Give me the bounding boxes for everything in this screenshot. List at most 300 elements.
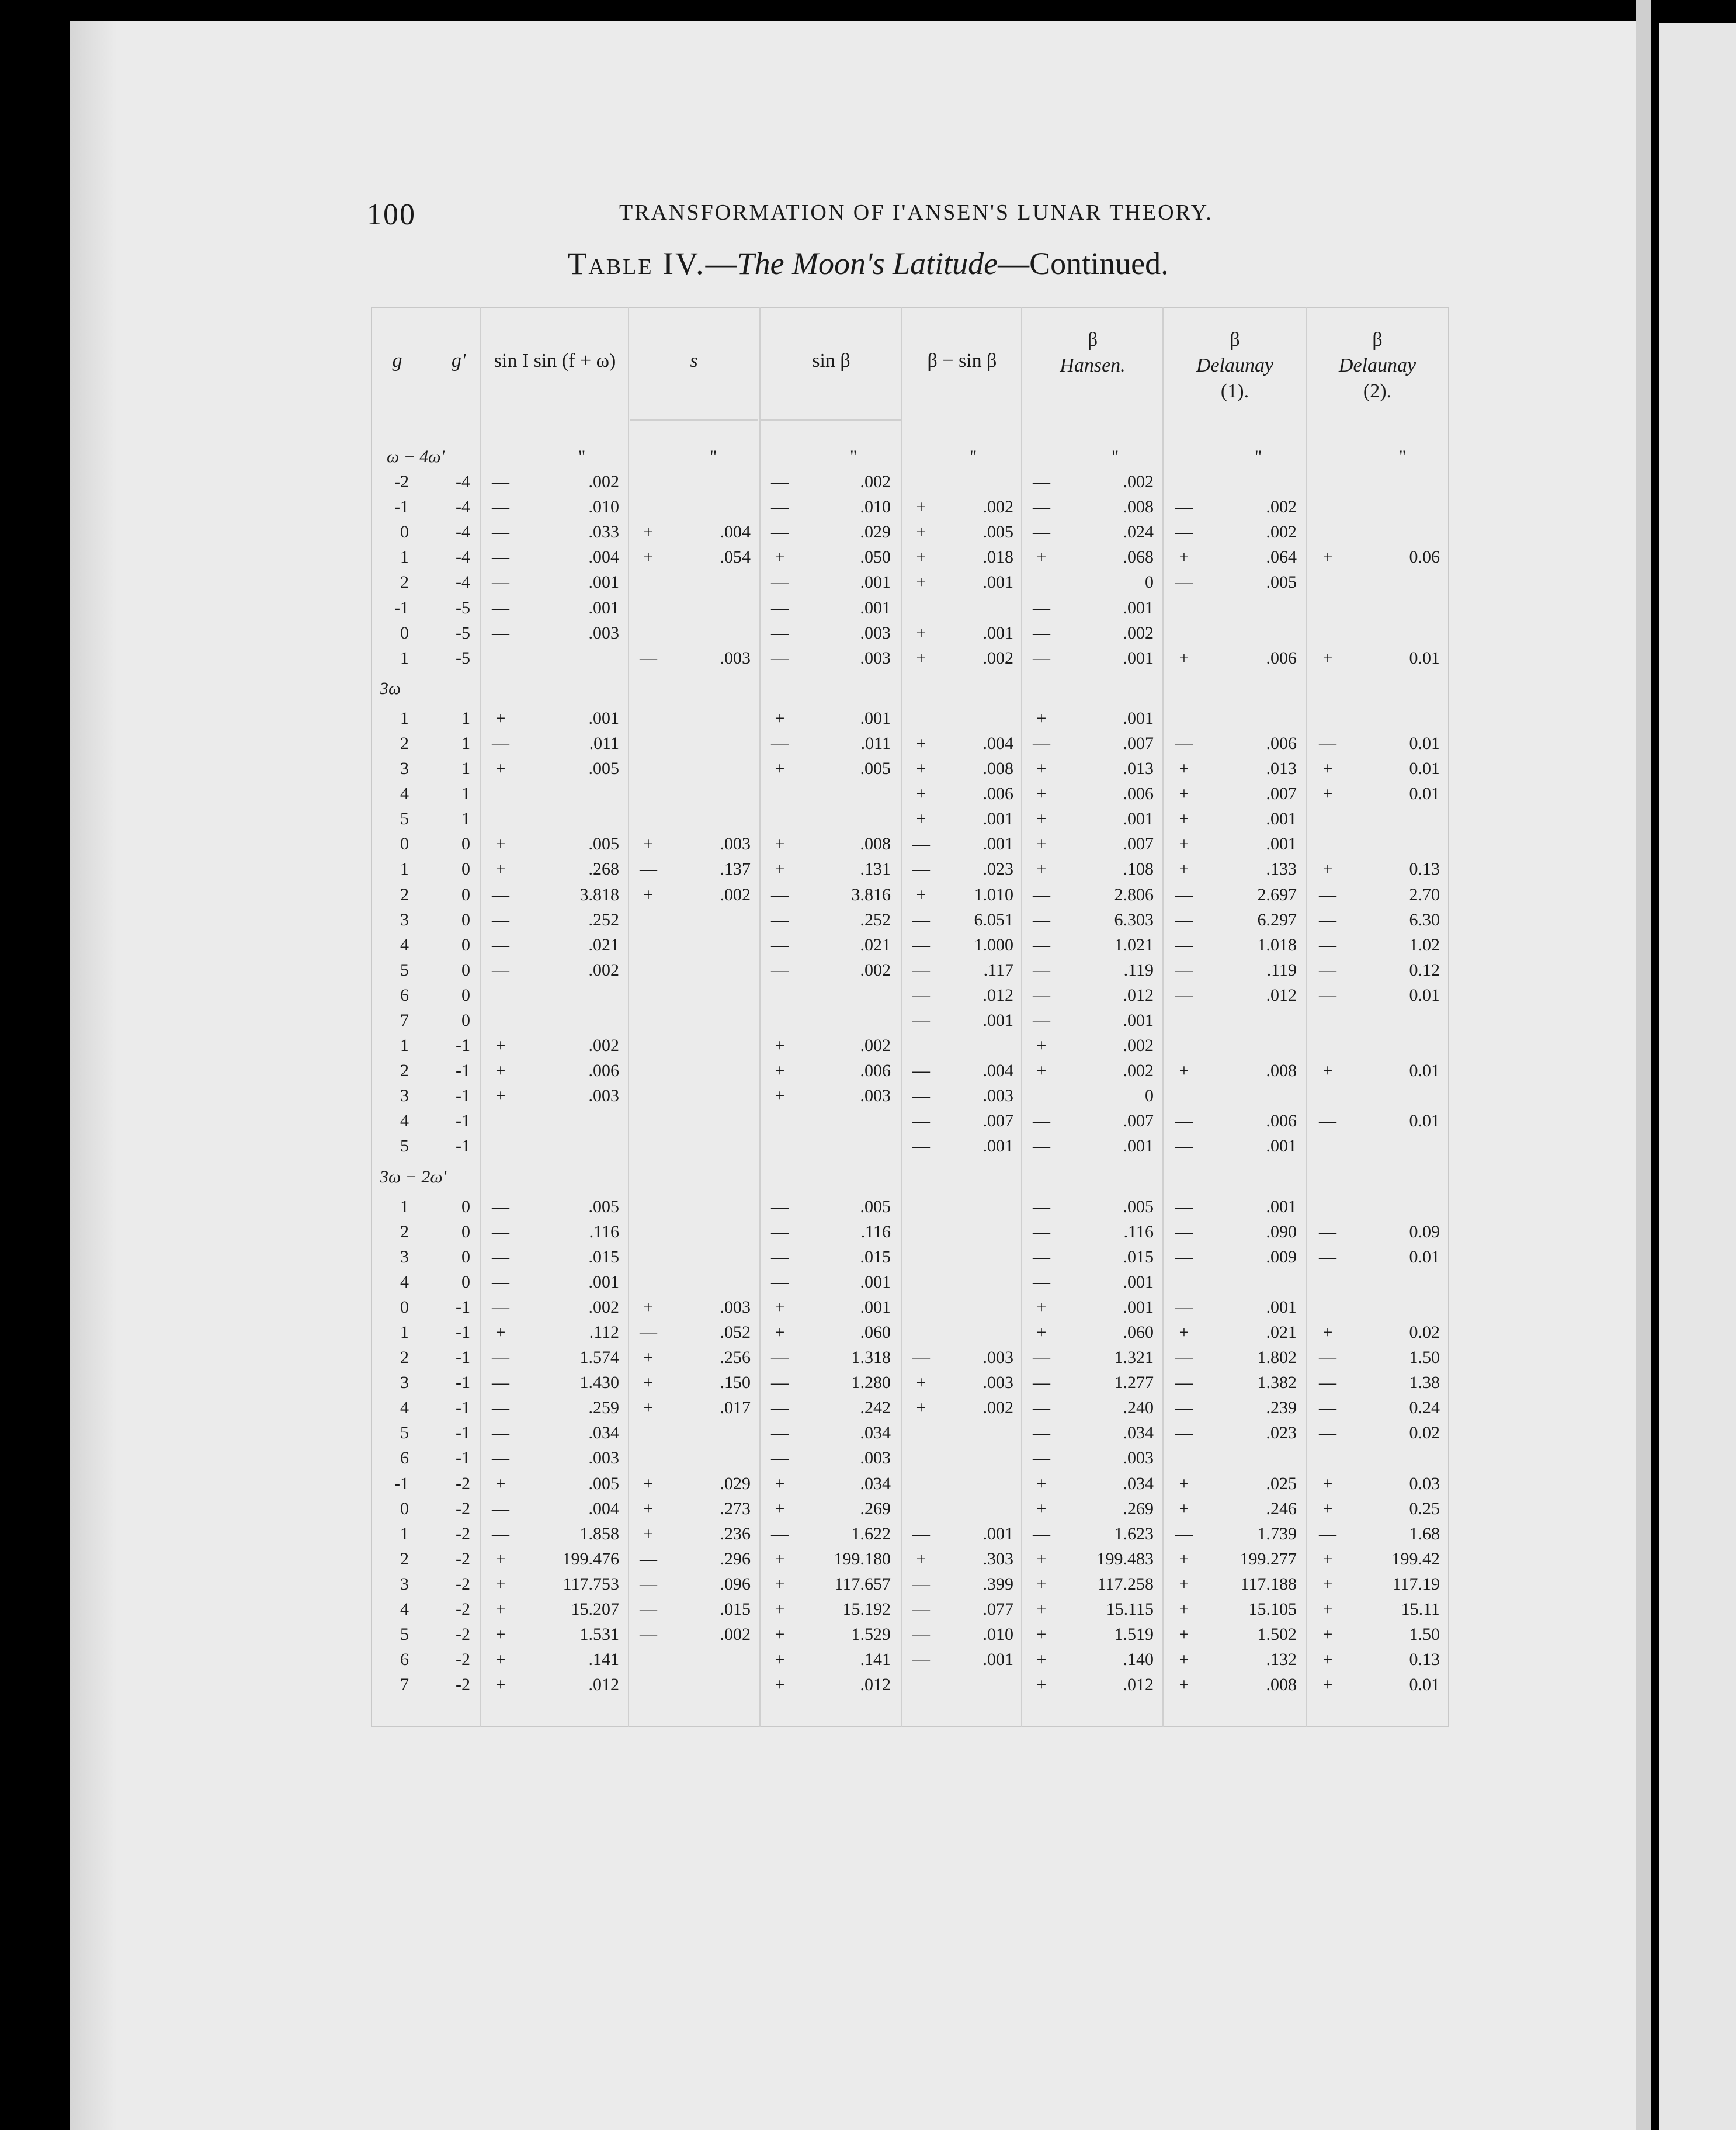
cell-g: 3	[400, 910, 409, 929]
cell-delaunay2-sign: —	[1319, 910, 1336, 929]
cell-delaunay1-value: .025	[1266, 1473, 1297, 1493]
table-row	[0, 1546, 1736, 1572]
cell-bms-value: .002	[982, 497, 1013, 517]
cell-sinb-sign: —	[771, 648, 789, 668]
cell-s-sign: +	[643, 1297, 654, 1317]
cell-sinb-value: .005	[860, 1196, 891, 1216]
cell-delaunay2-sign: +	[1322, 1625, 1333, 1645]
cell-hansen-sign: +	[1036, 759, 1047, 779]
cell-sinb-value: 1.529	[851, 1625, 891, 1645]
cell-sinI-value: .002	[588, 960, 619, 980]
cell-bms-value: .012	[982, 985, 1013, 1005]
units-row	[0, 444, 1736, 469]
cell-delaunay1-sign: +	[1179, 1498, 1189, 1518]
cell-sinI-sign: —	[492, 497, 509, 517]
cell-delaunay1-value: .008	[1266, 1061, 1297, 1081]
cell-hansen-sign: —	[1033, 623, 1050, 643]
cell-delaunay1-value: 199.277	[1239, 1549, 1297, 1569]
cell-g: 4	[400, 784, 409, 804]
header-g-prime: g'	[451, 350, 466, 372]
cell-delaunay1-sign: +	[1179, 547, 1189, 567]
units-mark: "	[850, 447, 857, 466]
cell-s-sign: —	[640, 1323, 657, 1342]
cell-delaunay2-sign: +	[1322, 1549, 1333, 1569]
cell-sinI-sign: —	[492, 472, 509, 492]
cell-sinI-value: .002	[588, 472, 619, 492]
cell-hansen-value: .034	[1123, 1473, 1154, 1493]
cell-sinI-value: .011	[589, 733, 619, 753]
cell-s-value: .137	[720, 859, 751, 879]
cell-delaunay1-value: 1.018	[1257, 935, 1297, 955]
cell-delaunay2-value: 0.01	[1409, 1675, 1440, 1695]
cell-sinb-sign: +	[775, 1323, 785, 1342]
cell-sinb-sign: +	[775, 1600, 785, 1619]
units-mark: "	[970, 447, 977, 466]
cell-hansen-value: .024	[1123, 522, 1154, 542]
cell-g: 2	[400, 733, 409, 753]
cell-sinI-sign: —	[492, 598, 509, 618]
cell-g-prime: -1	[456, 1111, 470, 1131]
cell-hansen-sign: +	[1036, 1297, 1047, 1317]
cell-hansen-value: .001	[1123, 648, 1154, 668]
cell-g: 1	[400, 1323, 409, 1342]
table-row	[0, 1572, 1736, 1597]
cell-g-prime: -2	[456, 1524, 470, 1543]
cell-g-prime: -4	[456, 472, 470, 492]
cell-delaunay2-value: 0.01	[1409, 733, 1440, 753]
cell-sinb-value: .141	[860, 1650, 891, 1670]
cell-sinb-sign: —	[771, 497, 789, 517]
cell-sinI-sign: +	[495, 859, 506, 879]
cell-sinb-value: .002	[860, 1036, 891, 1056]
cell-sinb-value: .116	[860, 1222, 891, 1241]
table-row	[0, 544, 1736, 570]
cell-delaunay2-value: 0.13	[1409, 859, 1440, 879]
cell-hansen-value: .013	[1123, 759, 1154, 779]
cell-delaunay1-value: .006	[1266, 733, 1297, 753]
cell-hansen-value: .012	[1123, 985, 1154, 1005]
cell-g-prime: 0	[461, 1247, 470, 1267]
cell-bms-sign: +	[916, 623, 926, 643]
cell-sinb-sign: —	[771, 960, 789, 980]
cell-delaunay2-sign: +	[1322, 784, 1333, 804]
cell-g-prime: -1	[456, 1348, 470, 1368]
cell-sinI-sign: —	[492, 522, 509, 542]
cell-delaunay1-value: .090	[1266, 1222, 1297, 1241]
cell-delaunay1-value: 15.105	[1248, 1600, 1297, 1619]
cell-hansen-sign: +	[1036, 1625, 1047, 1645]
table-row	[0, 1244, 1736, 1269]
cell-s-value: .029	[720, 1473, 751, 1493]
cell-s-value: .017	[720, 1398, 751, 1418]
cell-bms-value: .002	[982, 1398, 1013, 1418]
cell-s-value: .003	[720, 834, 751, 854]
cell-bms-sign: —	[912, 1524, 930, 1543]
cell-sinI-sign: —	[492, 733, 509, 753]
cell-delaunay2-sign: +	[1322, 1498, 1333, 1518]
cell-sinI-value: .034	[588, 1423, 619, 1443]
units-mark: "	[1112, 447, 1119, 466]
cell-hansen-sign: —	[1033, 1111, 1050, 1131]
cell-delaunay1-sign: —	[1175, 1348, 1193, 1368]
cell-delaunay2-sign: —	[1319, 1524, 1336, 1543]
cell-delaunay2-sign: +	[1322, 1574, 1333, 1594]
cell-g-prime: 0	[461, 859, 470, 879]
cell-sinI-sign: +	[495, 1473, 506, 1493]
cell-delaunay1-value: 1.739	[1257, 1524, 1297, 1543]
cell-g-prime: -1	[456, 1323, 470, 1342]
cell-hansen-sign: —	[1033, 1398, 1050, 1418]
cell-bms-value: .077	[982, 1600, 1013, 1619]
cell-delaunay2-value: 0.06	[1409, 547, 1440, 567]
cell-sinb-sign: —	[771, 935, 789, 955]
cell-sinI-value: .005	[588, 1196, 619, 1216]
table-row	[0, 1083, 1736, 1108]
cell-delaunay2-value: 199.42	[1391, 1549, 1440, 1569]
group-label-row	[0, 1159, 1736, 1194]
cell-delaunay1-sign: +	[1179, 859, 1189, 879]
caption-dash-2: —	[998, 246, 1030, 281]
cell-delaunay1-sign: +	[1179, 1061, 1189, 1081]
cell-sinI-sign: +	[495, 1036, 506, 1056]
cell-bms-sign: —	[912, 910, 930, 929]
cell-hansen-sign: —	[1033, 910, 1050, 929]
cell-sinb-sign: +	[775, 834, 785, 854]
cell-bms-sign: —	[912, 1600, 930, 1619]
cell-g: 0	[400, 1297, 409, 1317]
cell-hansen-value: .005	[1123, 1196, 1154, 1216]
cell-hansen-sign: +	[1036, 1650, 1047, 1670]
cell-delaunay1-sign: —	[1175, 1111, 1193, 1131]
cell-delaunay1-sign: —	[1175, 497, 1193, 517]
cell-delaunay2-sign: +	[1322, 859, 1333, 879]
table-row	[0, 494, 1736, 519]
table-row	[0, 1058, 1736, 1083]
cell-bms-sign: —	[912, 960, 930, 980]
cell-hansen-value: .008	[1123, 497, 1154, 517]
cell-g-prime: -1	[456, 1297, 470, 1317]
cell-delaunay1-value: .009	[1266, 1247, 1297, 1267]
header-sin-beta: sin β	[812, 350, 850, 372]
cell-sinb-sign: —	[771, 884, 789, 904]
cell-hansen-sign: —	[1033, 884, 1050, 904]
cell-g: 4	[400, 1398, 409, 1418]
cell-delaunay2-value: 0.01	[1409, 648, 1440, 668]
cell-g-prime: 1	[461, 708, 470, 728]
cell-delaunay1-sign: —	[1175, 733, 1193, 753]
cell-g: 1	[400, 1524, 409, 1543]
cell-sinI-value: 1.574	[579, 1348, 619, 1368]
cell-sinI-sign: +	[495, 1625, 506, 1645]
table-row	[0, 907, 1736, 932]
cell-delaunay1-value: 1.802	[1257, 1348, 1297, 1368]
cell-bms-sign: +	[916, 1373, 926, 1393]
cell-delaunay2-sign: —	[1319, 1373, 1336, 1393]
cell-hansen-value: .240	[1123, 1398, 1154, 1418]
cell-sinb-sign: —	[771, 1196, 789, 1216]
cell-delaunay2-value: 0.13	[1409, 1650, 1440, 1670]
cell-sinI-sign: +	[495, 834, 506, 854]
cell-delaunay2-value: 0.25	[1409, 1498, 1440, 1518]
cell-bms-sign: +	[916, 497, 926, 517]
cell-sinI-sign: —	[492, 884, 509, 904]
cell-g: 0	[400, 1498, 409, 1518]
cell-g: 1	[400, 708, 409, 728]
cell-sinb-value: .011	[860, 733, 891, 753]
cell-sinb-value: .006	[860, 1061, 891, 1081]
table-row	[0, 1395, 1736, 1420]
cell-delaunay2-sign: —	[1319, 1348, 1336, 1368]
cell-hansen-sign: —	[1033, 522, 1050, 542]
table-row	[0, 1521, 1736, 1546]
cell-delaunay1-sign: —	[1175, 573, 1193, 592]
cell-g-prime: 1	[461, 733, 470, 753]
cell-sinb-value: 117.657	[834, 1574, 891, 1594]
table-row	[0, 1345, 1736, 1370]
cell-sinb-value: .242	[860, 1398, 891, 1418]
cell-sinb-value: 1.318	[851, 1348, 891, 1368]
cell-sinI-value: .003	[588, 1086, 619, 1106]
cell-delaunay2-sign: +	[1322, 1650, 1333, 1670]
cell-sinI-value: .112	[589, 1323, 619, 1342]
cell-delaunay1-value: .005	[1266, 573, 1297, 592]
cell-delaunay1-sign: —	[1175, 1398, 1193, 1418]
cell-sinI-value: .001	[588, 708, 619, 728]
cell-g-prime: -2	[456, 1574, 470, 1594]
cell-delaunay2-sign: +	[1322, 648, 1333, 668]
cell-delaunay1-sign: +	[1179, 784, 1189, 804]
cell-hansen-value: .002	[1123, 1061, 1154, 1081]
cell-hansen-sign: +	[1036, 708, 1047, 728]
cell-sinI-sign: —	[492, 1498, 509, 1518]
cell-sinb-sign: +	[775, 1625, 785, 1645]
cell-s-sign: —	[640, 1549, 657, 1569]
cell-sinb-value: .001	[860, 1272, 891, 1292]
cell-sinb-sign: +	[775, 1574, 785, 1594]
cell-delaunay2-sign: +	[1322, 1675, 1333, 1695]
cell-delaunay1-sign: +	[1179, 1323, 1189, 1342]
cell-sinI-sign: —	[492, 1222, 509, 1241]
cell-sinI-sign: —	[492, 623, 509, 643]
cell-g: 3	[400, 1574, 409, 1594]
cell-bms-sign: +	[916, 1549, 926, 1569]
cell-delaunay1-sign: —	[1175, 1247, 1193, 1267]
cell-hansen-sign: —	[1033, 1423, 1050, 1443]
cell-g: 4	[400, 935, 409, 955]
cell-hansen-sign: —	[1033, 497, 1050, 517]
header-rule	[630, 419, 758, 421]
cell-sinI-value: .012	[588, 1675, 619, 1695]
cell-delaunay1-value: .001	[1266, 1136, 1297, 1156]
cell-s-value: .150	[720, 1373, 751, 1393]
cell-sinb-sign: +	[775, 708, 785, 728]
table-row	[0, 1033, 1736, 1058]
cell-hansen-value: 1.321	[1114, 1348, 1154, 1368]
cell-g: -1	[394, 598, 409, 618]
table-row	[0, 1269, 1736, 1295]
cell-g-prime: -1	[456, 1398, 470, 1418]
header-beta-delaunay-1: β Delaunay (1).	[1196, 329, 1274, 402]
cell-sinI-value: .002	[588, 1297, 619, 1317]
cell-g: 4	[400, 1600, 409, 1619]
cell-sinb-sign: —	[771, 598, 789, 618]
cell-delaunay1-value: 1.502	[1257, 1625, 1297, 1645]
header-beta-hansen: β Hansen.	[1060, 329, 1126, 376]
cell-delaunay1-sign: —	[1175, 522, 1193, 542]
cell-delaunay1-sign: —	[1175, 884, 1193, 904]
cell-delaunay1-value: .023	[1266, 1423, 1297, 1443]
cell-delaunay2-sign: +	[1322, 1473, 1333, 1493]
caption-prefix: Table IV.	[567, 246, 706, 281]
cell-g-prime: -4	[456, 547, 470, 567]
cell-sinI-sign: +	[495, 1086, 506, 1106]
table-row	[0, 1445, 1736, 1470]
cell-s-sign: +	[643, 1498, 654, 1518]
group-label-row	[0, 671, 1736, 706]
cell-delaunay1-sign: +	[1179, 1549, 1189, 1569]
cell-sinI-value: .001	[588, 598, 619, 618]
cell-sinI-sign: —	[492, 1423, 509, 1443]
cell-delaunay1-value: .132	[1266, 1650, 1297, 1670]
cell-bms-value: 1.010	[974, 884, 1013, 904]
cell-g-prime: 0	[461, 910, 470, 929]
cell-hansen-value: 199.483	[1096, 1549, 1154, 1569]
cell-g: 7	[400, 1010, 409, 1030]
cell-g: 6	[400, 1448, 409, 1468]
cell-bms-sign: —	[912, 1010, 930, 1030]
table-row	[0, 1420, 1736, 1445]
cell-s-sign: —	[640, 1574, 657, 1594]
cell-delaunay1-sign: —	[1175, 1136, 1193, 1156]
cell-g-prime: -1	[456, 1036, 470, 1056]
cell-hansen-value: 2.806	[1114, 884, 1154, 904]
header-beta-delaunay-2: β Delaunay (2).	[1338, 329, 1416, 402]
cell-sinI-sign: +	[495, 1323, 506, 1342]
cell-bms-value: .005	[982, 522, 1013, 542]
table-row	[0, 1672, 1736, 1697]
cell-hansen-value: .002	[1123, 1036, 1154, 1056]
cell-sinb-sign: +	[775, 1498, 785, 1518]
cell-delaunay1-sign: +	[1179, 1675, 1189, 1695]
cell-hansen-value: 1.277	[1114, 1373, 1154, 1393]
cell-delaunay2-sign: —	[1319, 733, 1336, 753]
group-label: 3ω	[380, 678, 401, 698]
cell-bms-sign: —	[912, 985, 930, 1005]
cell-delaunay1-value: .008	[1266, 1675, 1297, 1695]
cell-s-sign: +	[643, 547, 654, 567]
cell-s-value: .054	[720, 547, 751, 567]
cell-hansen-value: .002	[1123, 472, 1154, 492]
cell-g: 5	[400, 960, 409, 980]
cell-g: 2	[400, 884, 409, 904]
cell-hansen-value: .116	[1123, 1222, 1154, 1241]
cell-g: 2	[400, 1222, 409, 1241]
cell-sinb-value: .269	[860, 1498, 891, 1518]
cell-delaunay1-sign: —	[1175, 1373, 1193, 1393]
cell-delaunay1-sign: +	[1179, 1574, 1189, 1594]
cell-g-prime: -4	[456, 573, 470, 592]
cell-g: 0	[400, 623, 409, 643]
cell-delaunay2-value: 0.01	[1409, 985, 1440, 1005]
cell-s-value: .052	[720, 1323, 751, 1342]
cell-delaunay2-value: 15.11	[1401, 1600, 1440, 1619]
table-row	[0, 831, 1736, 856]
cell-g: 1	[400, 648, 409, 668]
units-mark: "	[710, 447, 717, 466]
cell-hansen-value: .015	[1123, 1247, 1154, 1267]
cell-sinb-sign: —	[771, 1247, 789, 1267]
cell-bms-value: .010	[982, 1625, 1013, 1645]
units-mark: "	[1399, 447, 1407, 466]
cell-delaunay2-value: 0.24	[1409, 1398, 1440, 1418]
cell-g: 3	[400, 1373, 409, 1393]
cell-delaunay1-value: .001	[1266, 1297, 1297, 1317]
table-row	[0, 731, 1736, 756]
cell-bms-value: .008	[982, 759, 1013, 779]
cell-delaunay2-value: 0.03	[1409, 1473, 1440, 1493]
cell-g-prime: 0	[461, 1272, 470, 1292]
cell-bms-sign: —	[912, 1348, 930, 1368]
cell-hansen-value: .006	[1123, 784, 1154, 804]
table-row	[0, 1133, 1736, 1158]
cell-hansen-value: 15.115	[1106, 1600, 1154, 1619]
cell-delaunay2-value: 0.01	[1409, 1111, 1440, 1131]
caption-dash: —	[705, 246, 737, 281]
cell-g-prime: -2	[456, 1650, 470, 1670]
units-label: ω − 4ω'	[387, 447, 445, 466]
header-g: g	[392, 350, 402, 372]
cell-hansen-value: .001	[1123, 1272, 1154, 1292]
cell-g: 1	[400, 859, 409, 879]
cell-delaunay2-sign: —	[1319, 935, 1336, 955]
cell-sinI-value: .003	[588, 1448, 619, 1468]
cell-s-sign: —	[640, 1625, 657, 1645]
cell-bms-value: .001	[982, 1524, 1013, 1543]
cell-g-prime: 1	[461, 759, 470, 779]
cell-g-prime: -5	[456, 623, 470, 643]
cell-bms-sign: —	[912, 834, 930, 854]
cell-g: 5	[400, 1423, 409, 1443]
cell-delaunay2-value: 0.12	[1409, 960, 1440, 980]
cell-g: 1	[400, 1036, 409, 1056]
cell-g: 6	[400, 1650, 409, 1670]
cell-s-sign: +	[643, 834, 654, 854]
table-row	[0, 1320, 1736, 1345]
cell-sinb-value: .003	[860, 1086, 891, 1106]
cell-bms-sign: —	[912, 1136, 930, 1156]
cell-hansen-value: 0	[1145, 1086, 1154, 1106]
cell-delaunay1-value: .002	[1266, 522, 1297, 542]
cell-g: 2	[400, 1549, 409, 1569]
cell-hansen-sign: +	[1036, 1600, 1047, 1619]
cell-hansen-value: .068	[1123, 547, 1154, 567]
cell-delaunay2-value: 0.02	[1409, 1423, 1440, 1443]
cell-sinb-sign: —	[771, 573, 789, 592]
cell-hansen-sign: —	[1033, 1010, 1050, 1030]
cell-g-prime: 0	[461, 1196, 470, 1216]
cell-delaunay2-value: 6.30	[1409, 910, 1440, 929]
table-row	[0, 1219, 1736, 1244]
cell-bms-value: .023	[982, 859, 1013, 879]
cell-g: 6	[400, 985, 409, 1005]
cell-bms-sign: —	[912, 935, 930, 955]
table-row	[0, 1108, 1736, 1133]
cell-sinb-sign: —	[771, 1373, 789, 1393]
cell-s-sign: —	[640, 648, 657, 668]
cell-delaunay1-value: .013	[1266, 759, 1297, 779]
cell-s-value: .273	[720, 1498, 751, 1518]
cell-hansen-value: .034	[1123, 1423, 1154, 1443]
